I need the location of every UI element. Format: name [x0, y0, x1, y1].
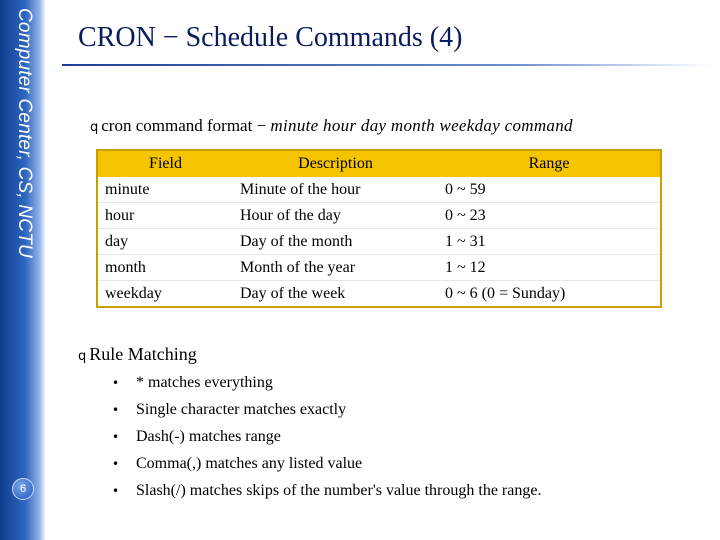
list-item: [110, 399, 541, 426]
header-description: Description: [233, 150, 438, 177]
format-bullet-line: [90, 116, 573, 136]
cell-range: 0 ~ 23: [438, 203, 661, 229]
bullet-dot-icon: •: [112, 430, 120, 444]
sidebar-banner: [0, 0, 46, 540]
sidebar-text-container: [0, 0, 46, 330]
list-item: [110, 372, 541, 399]
cell-field: minute: [97, 177, 233, 203]
rule-matching-list: [110, 372, 541, 507]
bullet-icon: q: [90, 120, 99, 135]
table-header-row: [97, 150, 661, 177]
rule-matching-label: Rule Matching: [89, 344, 197, 364]
page-number-badge: 6: [12, 478, 34, 500]
cell-field: hour: [97, 203, 233, 229]
header-range: Range: [438, 150, 661, 177]
cell-range: 1 ~ 31: [438, 229, 661, 255]
cell-range: 1 ~ 12: [438, 255, 661, 281]
list-item-text: Comma(,) matches any listed value: [136, 455, 363, 472]
format-label: cron command format −: [101, 116, 271, 135]
header-field: Field: [97, 150, 233, 177]
cell-description: Hour of the day: [233, 203, 438, 229]
sidebar-vertical-text: Computer Center, CS, NCTU: [14, 8, 35, 258]
list-item-text: * matches everything: [136, 374, 273, 391]
bullet-dot-icon: •: [112, 457, 120, 471]
list-item: [110, 453, 541, 480]
cell-description: Day of the week: [233, 281, 438, 308]
cell-description: Day of the month: [233, 229, 438, 255]
list-item: [110, 426, 541, 453]
cell-description: Minute of the hour: [233, 177, 438, 203]
bullet-dot-icon: •: [112, 376, 120, 390]
title-underline: [62, 64, 712, 66]
list-item-text: Slash(/) matches skips of the number's value through the range.: [136, 482, 542, 499]
cell-range: 0 ~ 59: [438, 177, 661, 203]
table-row: [97, 203, 661, 229]
cell-field: weekday: [97, 281, 233, 308]
bullet-dot-icon: •: [112, 403, 120, 417]
table-row: [97, 281, 661, 308]
cell-field: day: [97, 229, 233, 255]
rule-matching-heading: [78, 344, 197, 365]
bullet-dot-icon: •: [112, 484, 120, 498]
slide-title: CRON − Schedule Commands (4): [78, 22, 463, 53]
cron-fields-table: [96, 149, 662, 308]
bullet-icon: q: [78, 349, 87, 364]
list-item-text: Dash(-) matches range: [136, 428, 281, 445]
list-item: [110, 480, 541, 507]
cell-range: 0 ~ 6 (0 = Sunday): [438, 281, 661, 308]
table-row: [97, 255, 661, 281]
table-row: [97, 229, 661, 255]
list-item-text: Single character matches exactly: [136, 401, 347, 418]
table-row: [97, 177, 661, 203]
cell-description: Month of the year: [233, 255, 438, 281]
format-fields: minute hour day month weekday command: [270, 116, 573, 135]
cell-field: month: [97, 255, 233, 281]
